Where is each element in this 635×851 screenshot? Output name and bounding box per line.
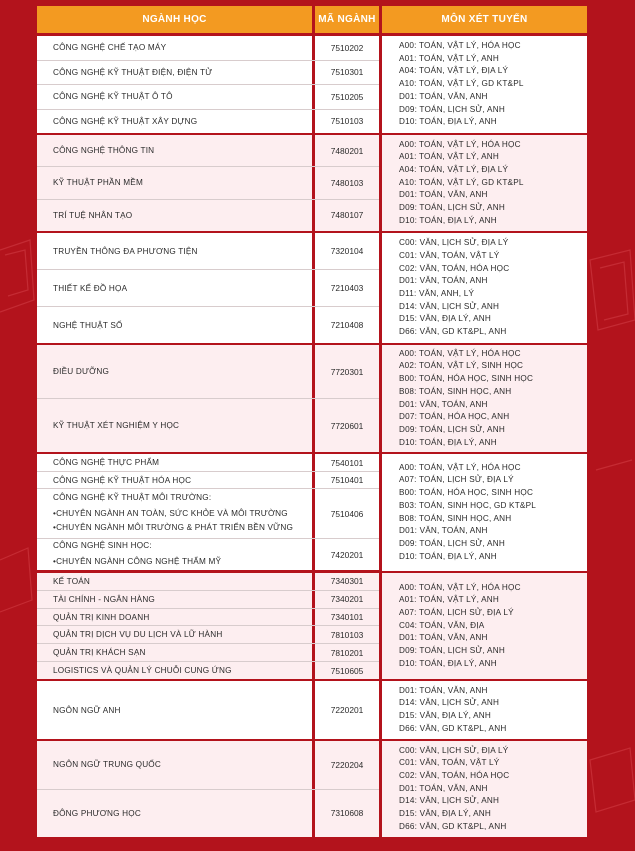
major-name-cell [37,644,312,661]
major-code: 7480103 [315,167,379,198]
major-name-cell [37,609,312,626]
subject-combination: B08: TOÁN, SINH HỌC, ANH [399,386,512,396]
table-row [37,590,379,608]
major-group [37,454,587,571]
table-row [37,538,379,570]
subject-combination: D10: TOÁN, ĐỊA LÝ, ANH [399,551,497,561]
major-group [37,135,587,231]
subject-combination: D15: VĂN, ĐỊA LÝ, ANH [399,711,492,720]
table-row [37,608,379,626]
table-row [37,166,379,198]
subject-combination: B00: TOÁN, HÓA HỌC, SINH HỌC [399,488,534,498]
table-row [37,233,379,269]
table-header [37,6,587,33]
subject-combinations [382,36,587,133]
major-code: 7220204 [315,741,379,789]
major-name: NGÔN NGỮ ANH [53,705,121,715]
table-row [37,681,379,739]
major-code: 7320104 [315,233,379,269]
table-row [37,661,379,679]
major-name-cell [37,200,312,231]
major-code: 7510605 [315,662,379,679]
major-code: 7340201 [315,591,379,608]
subject-combination: A10: TOÁN, VẬT LÝ, GD KT&PL [399,177,524,187]
major-group [37,36,587,133]
major-name-cell [37,167,312,198]
major-name: LOGISTICS VÀ QUẢN LÝ CHUỖI CUNG ỨNG [53,666,232,676]
subject-combination: C04: TOÁN, VĂN, ĐỊA [399,620,485,630]
subject-combination: D66: VĂN, GD KT&PL, ANH [399,723,507,733]
major-name-cell [37,681,312,739]
major-name: CÔNG NGHỆ THỰC PHẨM [53,458,160,467]
table-row [37,454,379,471]
subject-combination: D01: VĂN, TOÁN, ANH [399,276,488,286]
table-row [37,109,379,134]
major-name-cell [37,591,312,608]
subject-combination: A00: TOÁN, VẬT LÝ, HÓA HỌC [399,582,521,592]
subject-combinations [382,573,587,679]
subject-combination: A01: TOÁN, VẬT LÝ, ANH [399,53,499,63]
major-list [37,36,379,133]
table-row [37,345,379,398]
subject-combination: D01: TOÁN, VĂN, ANH [399,685,488,695]
major-name-cell [37,233,312,269]
subject-combinations [382,681,587,739]
major-name: CÔNG NGHỆ KỸ THUẬT ĐIỆN, ĐIỆN TỬ [53,67,213,77]
table-row [37,625,379,643]
major-code: 7810103 [315,626,379,643]
subject-combinations [382,345,587,452]
major-name-cell [37,626,312,643]
major-group [37,573,587,679]
major-name-cell [37,790,312,838]
subject-combination: D10: TOÁN, ĐỊA LÝ, ANH [399,658,497,668]
subject-combination: A04: TOÁN, VẬT LÝ, ĐỊA LÝ [399,66,509,76]
subject-combination: A10: TOÁN, VẬT LÝ, GD KT&PL [399,79,524,89]
table-row [37,199,379,231]
major-name-cell [37,345,312,398]
major-code: 7510103 [315,110,379,134]
major-code: 7720601 [315,399,379,452]
major-list [37,681,379,739]
major-code: 7510301 [315,61,379,85]
major-code: 7210408 [315,307,379,343]
table-row [37,789,379,838]
major-name: CÔNG NGHỆ SINH HỌC: [53,540,152,550]
subject-combination: D01: TOÁN, VĂN, ANH [399,783,488,793]
table-row [37,60,379,85]
subject-combination: D09: TOÁN, LỊCH SỬ, ANH [399,104,505,114]
major-code: 7540101 [315,454,379,471]
subject-combination: D66: VĂN, GD KT&PL, ANH [399,327,507,337]
major-code: 7480107 [315,200,379,231]
subject-combination: B00: TOÁN, HÓA HỌC, SINH HỌC [399,374,534,384]
major-name-cell [37,36,312,60]
major-name-cell [37,741,312,789]
subject-combination: D09: TOÁN, LỊCH SỬ, ANH [399,538,505,548]
major-name-cell [37,85,312,109]
major-code: 7420201 [315,539,379,570]
subject-combination: D14: VĂN, LỊCH SỬ, ANH [399,301,500,311]
major-name: QUẢN TRỊ DỊCH VỤ DU LỊCH VÀ LỮ HÀNH [53,630,223,640]
table-row [37,471,379,488]
major-name-cell [37,573,312,590]
subject-combination: D14: VĂN, LỊCH SỬ, ANH [399,796,500,806]
subject-combination: D14: VĂN, LỊCH SỬ, ANH [399,698,500,708]
table-row [37,573,379,590]
major-code: 7310608 [315,790,379,838]
table-row [37,36,379,60]
subject-combinations [382,135,587,231]
subject-combination: D09: TOÁN, LỊCH SỬ, ANH [399,646,505,656]
subject-combination: D09: TOÁN, LỊCH SỬ, ANH [399,424,505,434]
subject-combination: A00: TOÁN, VẬT LÝ, HÓA HỌC [399,462,521,472]
admission-table [37,6,587,837]
major-name-cell [37,472,312,488]
major-group [37,741,587,837]
major-code: 7220201 [315,681,379,739]
major-list [37,345,379,452]
major-name: QUẢN TRỊ KHÁCH SẠN [53,648,146,658]
subject-combination: D01: VĂN, TOÁN, ANH [399,399,488,409]
major-name: KỸ THUẬT XÉT NGHIỆM Y HỌC [53,421,180,430]
major-group [37,345,587,452]
major-code: 7510205 [315,85,379,109]
major-name: QUẢN TRỊ KINH DOANH [53,612,150,622]
specialization: •CHUYÊN NGÀNH MÔI TRƯỜNG & PHÁT TRIỂN BỀN VỮNG [53,522,294,532]
major-name-cell [37,489,312,538]
subject-combination: C00: VĂN, LỊCH SỬ, ĐỊA LÝ [399,238,509,248]
specialization: •CHUYÊN NGÀNH AN TOÀN, SỨC KHỎE VÀ MÔI TRƯỜNG [53,508,288,518]
subject-combination: C02: VĂN, TOÁN, HÓA HỌC [399,770,510,780]
major-name-cell [37,454,312,471]
header-subjects: MÔN XÉT TUYỂN [382,6,587,33]
major-name-cell [37,110,312,134]
major-code: 7480201 [315,135,379,166]
subject-combinations [382,741,587,837]
subject-combination: A01: TOÁN, VẬT LÝ, ANH [399,152,499,162]
major-code: 7510202 [315,36,379,60]
major-name-cell [37,270,312,306]
subject-combination: B03: TOÁN, SINH HỌC, GD KT&PL [399,500,536,510]
subject-combination: D66: VĂN, GD KT&PL, ANH [399,821,507,831]
major-name-cell [37,662,312,679]
subject-combination: A00: TOÁN, VẬT LÝ, HÓA HỌC [399,139,521,149]
subject-combinations [382,233,587,343]
subject-combination: C00: VĂN, LỊCH SỬ, ĐỊA LÝ [399,745,509,755]
major-name: CÔNG NGHỆ KỸ THUẬT HÓA HỌC [53,475,192,485]
subject-combination: A00: TOÁN, VẬT LÝ, HÓA HỌC [399,41,521,51]
table-row [37,306,379,343]
table-row [37,488,379,538]
subject-combination: D10: TOÁN, ĐỊA LÝ, ANH [399,437,497,447]
major-name: NGHỆ THUẬT SỐ [53,320,123,330]
subject-combination: A04: TOÁN, VẬT LÝ, ĐỊA LÝ [399,164,509,174]
major-name: TRUYỀN THÔNG ĐA PHƯƠNG TIỆN [53,246,198,256]
major-group [37,681,587,739]
major-code: 7340101 [315,609,379,626]
subject-combination: A07: TOÁN, LỊCH SỬ, ĐỊA LÝ [399,607,514,617]
major-name: TRÍ TUỆ NHÂN TẠO [53,210,133,220]
subject-combination: D01: TOÁN, VĂN, ANH [399,91,488,101]
subject-combination: D01: VĂN, TOÁN, ANH [399,526,488,536]
major-name-cell [37,135,312,166]
subject-combination: B08: TOÁN, SINH HỌC, ANH [399,513,512,523]
subject-combination: C01: VĂN, TOÁN, VẬT LÝ [399,758,500,768]
major-name: KẾ TOÁN [53,576,91,586]
major-name: ĐÔNG PHƯƠNG HỌC [53,808,141,818]
major-list [37,573,379,679]
table-row [37,135,379,166]
major-name: KỸ THUẬT PHẦN MỀM [53,178,143,188]
major-list [37,233,379,343]
major-name-cell [37,399,312,452]
major-name: CÔNG NGHỆ KỸ THUẬT Ô TÔ [53,92,173,102]
header-code: MÃ NGÀNH [315,6,379,33]
major-code: 7340301 [315,573,379,590]
major-name: ĐIỀU DƯỠNG [53,367,110,376]
subject-combination: D01: TOÁN, VĂN, ANH [399,190,488,200]
subject-combinations [382,454,587,571]
subject-combination: D10: TOÁN, ĐỊA LÝ, ANH [399,215,497,225]
subject-combination: C02: VĂN, TOÁN, HÓA HỌC [399,263,510,273]
subject-combination: C01: VĂN, TOÁN, VẬT LÝ [399,250,500,260]
major-name: THIẾT KẾ ĐỒ HỌA [53,283,128,293]
table-row [37,643,379,661]
major-name-cell [37,61,312,85]
table-row [37,741,379,789]
table-row [37,84,379,109]
major-list [37,135,379,231]
major-name: CÔNG NGHỆ KỸ THUẬT XÂY DỰNG [53,116,198,126]
major-code: 7720301 [315,345,379,398]
specialization: •CHUYÊN NGÀNH CÔNG NGHỆ THẨM MỸ [53,556,222,566]
subject-combination: D07: TOÁN, HÓA HỌC, ANH [399,412,510,422]
subject-combination: D09: TOÁN, LỊCH SỬ, ANH [399,203,505,213]
subject-combination: D11: VĂN, ANH, LÝ [399,289,475,298]
table-row [37,269,379,306]
subject-combination: A00: TOÁN, VẬT LÝ, HÓA HỌC [399,348,521,358]
header-major: NGÀNH HỌC [37,6,312,33]
subject-combination: A07: TOÁN, LỊCH SỬ, ĐỊA LÝ [399,475,514,485]
major-name: TÀI CHÍNH - NGÂN HÀNG [53,594,155,604]
major-code: 7210403 [315,270,379,306]
major-name-cell [37,307,312,343]
table-row [37,398,379,452]
subject-combination: D01: TOÁN, VĂN, ANH [399,633,488,643]
major-group [37,233,587,343]
subject-combination: A01: TOÁN, VẬT LÝ, ANH [399,595,499,605]
major-code: 7510406 [315,489,379,538]
major-name: NGÔN NGỮ TRUNG QUỐC [53,760,161,770]
subject-combination: D15: VĂN, ĐỊA LÝ, ANH [399,314,492,324]
major-list [37,454,379,571]
major-name: CÔNG NGHỆ THÔNG TIN [53,146,155,156]
major-name-cell [37,539,312,570]
major-code: 7510401 [315,472,379,488]
major-code: 7810201 [315,644,379,661]
subject-combination: D10: TOÁN, ĐỊA LÝ, ANH [399,117,497,127]
major-name: CÔNG NGHỆ KỸ THUẬT MÔI TRƯỜNG: [53,492,212,502]
subject-combination: A02: TOÁN, VẬT LÝ, SINH HỌC [399,361,524,371]
subject-combination: D15: VĂN, ĐỊA LÝ, ANH [399,809,492,819]
major-list [37,741,379,837]
major-name: CÔNG NGHỆ CHẾ TẠO MÁY [53,43,167,53]
